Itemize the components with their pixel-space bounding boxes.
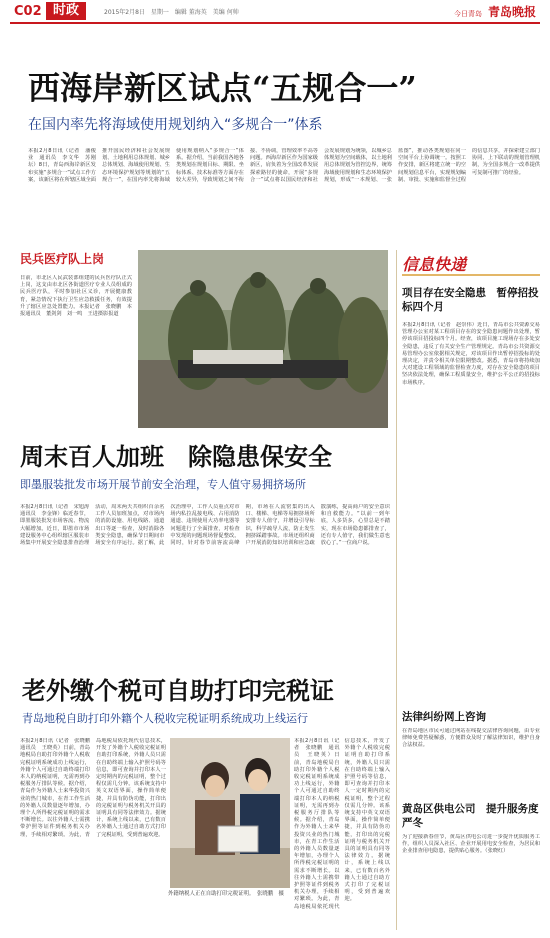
article2-body: 本报2月8日讯（记者 宋旭涛 通讯员 李金锋）临近春节，即墨服装批发市场客流、物流大幅增加。近日，即墨市市场建设服务中心组织辖区服装市场集中开展安全隐患排查治理活动，周末两天共组织百余名工作人员加班加点，对市场内的消防设施、用电线路、通道出口等逐一检查，及时消除各类安全隐患，确保节日期间市场安全有序运行。据了解，此次治理中，工作人员重点对市场内私拉乱接电线、占用消防通道、违规使用大功率电器等问题进行了全面排查，对检查中发现的问题现场督促整改。同时，针对春节前客流高峰期，市场在人流密集的出入口、楼梯、电梯等易拥挤场所安排专人值守，并增设引导标识，科学疏导人流，防止发生拥挤踩踏事故。市场还组织商户开展消防知识培训和应急疏散演练，提高商户的安全意识和自救能力。“以前一到年底，人多货多，心里总是不踏实，现在市场隐患都排查了，还有专人值守，我们做生意也放心了。”一位商户说。 [20,504,390,547]
article2-headline: 周末百人加班 除隐患保安全 [20,442,332,471]
photo1-caption-block [20,250,132,440]
sidebar-divider [396,250,397,930]
article3-subheadline: 青岛地税自助打印外籍个人税收完税证明系统成功上线运行 [22,712,308,725]
brand-name: 青岛晚报 [487,5,536,19]
issue-meta: 2015年2月8日 星期一 编辑 董海英 美编 何帅 [104,9,239,16]
sidebar-item-1-body: 本报2月8日讯（记者 赵崇伟）近日，青岛市公共资源交易管理办公室对某工程项目存在的安全隐患问题作出处理，暂停该项目招投标四个月。经查，该项目施工现场存在多处安全隐患，违反了有关安全生产管理规定。青岛市公共资源交易管理办公室依据相关规定，对该项目作出暂停招投标的处理决定，并责令相关单位限期整改。据悉，青岛市将持续加大对建设工程领域的监督检查力度，对存在安全隐患的项目坚决依法处理，确保工程质量安全，维护公平公正的招投标市场秩序。 [402,322,540,386]
militia-medical-photo [138,250,388,428]
page-number: C02 [14,4,42,19]
sidebar-item-1 [402,286,540,314]
photo1-title: 民兵医疗队上岗 [20,252,105,266]
article3-body: 本报2月8日讯（记者 张晓鹏 通讯员 王晓英）日前，青岛地税局自助打印外籍个人税收完税证明系统成功上线运行，外籍个人可通过自助终端打印本人的纳税证明，无需再到办税服务厅排队等候。据介绍，青岛作为外籍人士来华投资兴业的热门城市，在青工作生活的外籍人员数量逐年增加，办理个人所得税完税证明的需求不断增长。以往外籍人士需携带护照等证件到税务机关办理，手续相对繁琐。为此，青岛地税局依托现代信息技术，开发了外籍个人税收完税证明自助打印系统，外籍人员只需在自助终端上输入护照号码等信息，即可查询并打印本人一定时期内的完税证明，整个过程仅需几分钟。该系统支持中英文双语界面，操作简单便捷，并具有防伪功能，打印出的完税证明与税务机关开具的证明具有同等法律效力。据统计，系统上线以来，已有数百名外籍人士通过自助方式打印了完税证明，受到普遍欢迎。 [20,738,166,838]
sidebar-item-3-body: 为了迎接新春佳节，黄岛区供电公司进一步提升优质服务工作，组织人员深入社区、企业开展用电安全检查，为居民和企业排查用电隐患，提供贴心服务。（张晓红） [402,834,540,855]
article2-subheadline: 即墨服装批发市场开展节前安全治理，专人值守易拥挤场所 [20,478,306,491]
sidebar-item-1-title: 项目存在安全隐患 暂停招投标四个月 [402,287,539,313]
sidebar-item-3 [402,802,540,830]
lead-headline: 西海岸新区试点“五规合一” [28,69,417,107]
header-rule [10,22,540,24]
tax-photo-caption: 外籍纳税人正在自助打印完税证明。 张晓鹏 摄 [168,891,284,897]
tax-kiosk-photo [170,738,290,888]
brand-small: 今日青岛 [453,10,482,18]
article3-headline: 老外缴个税可自助打印完税证 [22,676,334,705]
section-tag: 时政 [46,2,86,20]
sidebar-header-rule [402,274,540,276]
lead-subheadline: 在国内率先将海域使用规划纳入“多规合一”体系 [28,117,323,133]
photo1-caption: 日前，市北区人民武装部组建的民兵医疗队正式上岗，这支由市北区各街道医疗专业人员组成的民兵医疗队，平时参加社区义诊，开展健康教育，紧急情况下执行卫生应急救援任务，有效提升了辖区应急处置能力。本报记者 张晓鹏 本报通讯员 董剑剑 刘一鸣 王进摄影报道 [20,275,132,318]
sidebar-header [402,252,540,278]
sidebar-item-3-title: 黄岛区供电公司 提升服务度严冬 [402,803,539,829]
lead-body: 本报2月8日讯（记者 潘俊业 通讯员 李文华 苏刚坛）8日，青岛西海岸新区发布实施“多规合一”试点工作方案，该新区将在所辖区域全面推开国民经济和社会发展规划、土地利用总体规划、城乡总体规划、海域使用规划、生态环境保护规划等规划的“五规合一”，在国内率先将海域使用规划纳入“多规合一”体系。据介绍，当前我国各地各类规划在规划目标、期限、坐标体系、技术标准等方面存在较大差异，导致规划之间不衔接、不协调，管理效率不高等问题。西海岸新区作为国家级新区，肩负着为全国改革发展探索路径的使命，开展“多规合一”试点将以国民经济和社会发展规划为统领，以城乡总体规划为空间载体，以土地利用总体规划为管控边界，统筹海域使用规划和生态环境保护规划，形成“一本规划、一张蓝图”，推动各类规划在同一空间平台上协调统一。按照工作安排，新区将建立统一的空间规划信息平台，实现规划编制、审批、实施和监督全过程的信息共享，并探索建立部门协同、上下联动的规划管理机制，为全国多规合一改革提供可复制可推广的经验。 [28,148,540,183]
sidebar-item-2 [402,710,540,724]
article3-body-cont: 本报2月8日讯（记者 张晓鹏 通讯员 王晓英）日前，青岛地税局自助打印外籍个人税收完税证明系统成功上线运行，外籍个人可通过自助终端打印本人的纳税证明，无需再到办税服务厅排队等候。据介绍，青岛作为外籍人士来华投资兴业的热门城市，在青工作生活的外籍人员数量逐年增加，办理个人所得税完税证明的需求不断增长。以往外籍人士需携带护照等证件到税务机关办理，手续相对繁琐。为此，青岛地税局依托现代信息技术，开发了外籍个人税收完税证明自助打印系统，外籍人员只需在自助终端上输入护照号码等信息，即可查询并打印本人一定时期内的完税证明，整个过程仅需几分钟。该系统支持中英文双语界面，操作简单便捷，并具有防伪功能，打印出的完税证明与税务机关开具的证明具有同等法律效力。据统计，系统上线以来，已有数百名外籍人士通过自助方式打印了完税证明，受到普遍欢迎。 [294,738,390,910]
sidebar-item-2-title: 法律纠纷网上咨询 [402,711,486,723]
page-header [0,0,550,22]
sidebar-item-2-body: 在青岛地区市民可通过网站在线提交法律咨询问题，由专业律师免费答疑解惑，方便群众及时了解法律知识，维护自身合法权益。 [402,728,540,749]
newspaper-brand [454,3,536,20]
sidebar-header-title: 信息快递 [402,255,467,274]
